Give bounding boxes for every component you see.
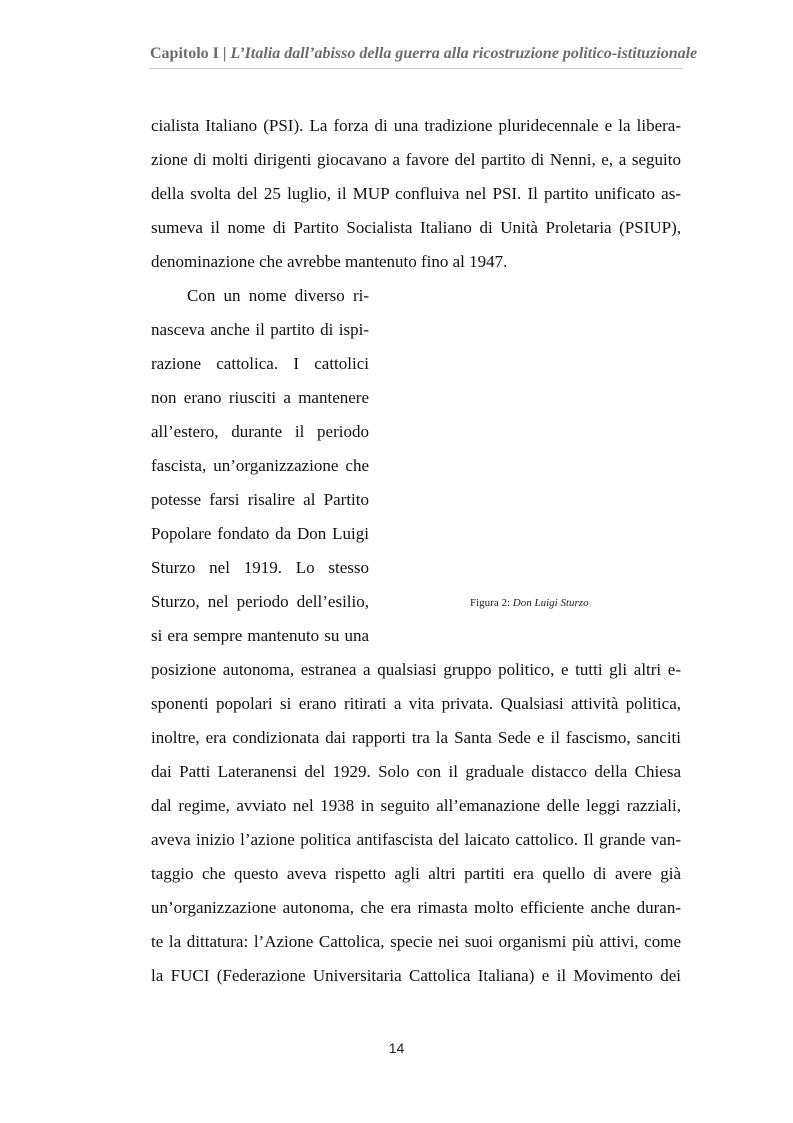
body-line: sponenti popolari si erano ritirati a vita privata. Qualsiasi attività politica, <box>151 694 681 713</box>
body-line: cialista Italiano (PSI). La forza di una tradizione pluridecennale e la libera- <box>151 116 681 135</box>
body-line: zione di molti dirigenti giocavano a favore del partito di Nenni, e, a seguito <box>151 150 681 169</box>
body-line: aveva inizio l’azione politica antifascista del laicato cattolico. Il grande van- <box>151 830 681 849</box>
column-line: Con un nome diverso ri- <box>187 286 369 305</box>
body-line: posizione autonoma, estranea a qualsiasi gruppo politico, e tutti gli altri e- <box>151 660 681 679</box>
body-line: taggio che questo aveva rispetto agli altri partiti era quello di avere già <box>151 864 681 883</box>
header-chapter: Capitolo I <box>150 45 219 62</box>
figure-title: Don Luigi Sturzo <box>512 597 589 609</box>
column-line: Popolare fondato da Don Luigi <box>151 524 369 543</box>
figure-caption <box>470 597 589 609</box>
column-line: Sturzo nel 1919. Lo stesso <box>151 558 369 577</box>
body-line: della svolta del 25 luglio, il MUP confluiva nel PSI. Il partito unificato as- <box>151 184 681 203</box>
body-line: te la dittatura: l’Azione Cattolica, specie nei suoi organismi più attivi, come <box>151 932 681 951</box>
header-rule <box>150 68 682 69</box>
running-header <box>150 45 698 63</box>
body-line: dal regime, avviato nel 1938 in seguito all’emanazione delle leggi razziali, <box>151 796 681 815</box>
column-line: Sturzo, nel periodo dell’esilio, <box>151 592 369 611</box>
header-subject: L’Italia dall’abisso della guerra alla ricostruzione politico-istituzionale <box>230 45 698 62</box>
column-line: nasceva anche il partito di ispi- <box>151 320 369 339</box>
column-line: potesse farsi risalire al Partito <box>151 490 369 509</box>
body-line: inoltre, era condizionata dai rapporti tra la Santa Sede e il fascismo, sanciti <box>151 728 681 747</box>
column-line: razione cattolica. I cattolici <box>151 354 369 373</box>
body-line: la FUCI (Federazione Universitaria Cattolica Italiana) e il Movimento dei <box>151 966 681 985</box>
body-line: dai Patti Lateranensi del 1929. Solo con il graduale distacco della Chiesa <box>151 762 681 781</box>
body-line: un’organizzazione autonoma, che era rimasta molto efficiente anche duran- <box>151 898 681 917</box>
column-line: non erano riusciti a mantenere <box>151 388 369 407</box>
body-line: sumeva il nome di Partito Socialista Italiano di Unità Proletaria (PSIUP), <box>151 218 681 237</box>
column-line: fascista, un’organizzazione che <box>151 456 369 475</box>
figure-label: Figura 2: <box>470 597 511 609</box>
header-separator: | <box>222 45 227 62</box>
body-line: denominazione che avrebbe mantenuto fino al 1947. <box>151 252 508 271</box>
column-line: all’estero, durante il periodo <box>151 422 369 441</box>
page-number: 14 <box>388 1040 405 1056</box>
column-line: si era sempre mantenuto su una <box>151 626 369 645</box>
